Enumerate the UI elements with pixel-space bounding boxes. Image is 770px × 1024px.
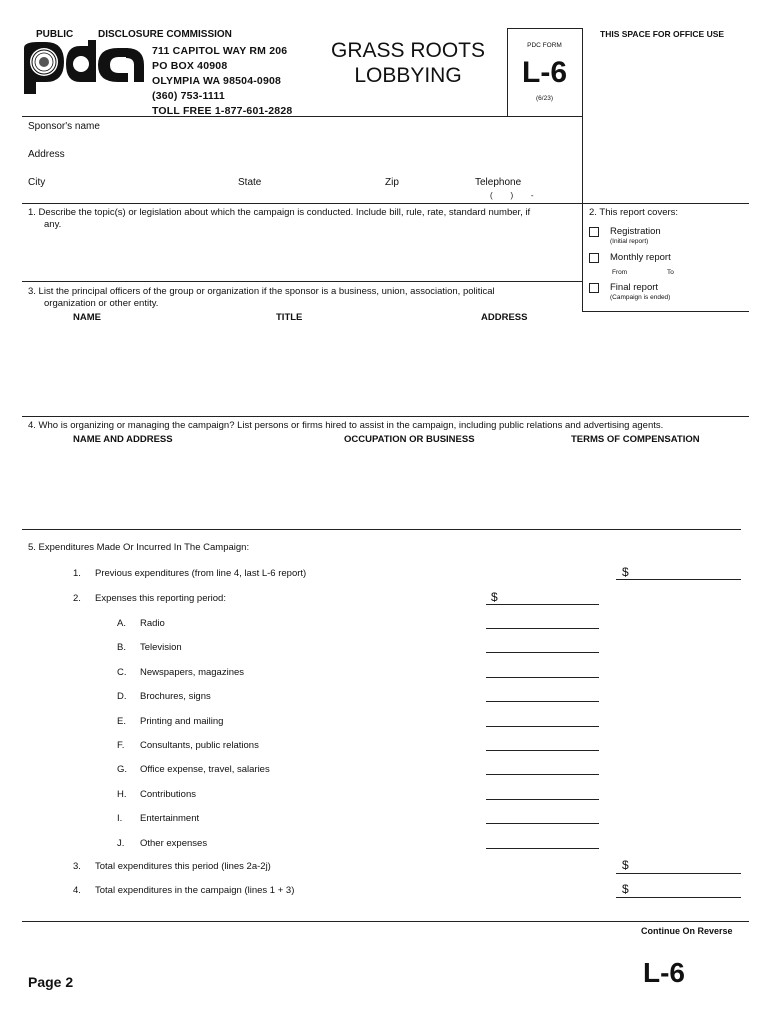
agency-name-right: DISCLOSURE COMMISSION	[98, 29, 232, 40]
expense-item-amount-field[interactable]	[486, 652, 599, 653]
q4-col-occupation: OCCUPATION OR BUSINESS	[344, 434, 475, 445]
pdc-logo	[22, 40, 147, 94]
final-checkbox[interactable]	[589, 283, 599, 293]
q4-col-name: NAME AND ADDRESS	[73, 434, 173, 445]
expense-item-label: Brochures, signs	[140, 691, 211, 702]
expense-item-letter: I.	[117, 813, 123, 824]
expense-item-label: Newspapers, magazines	[140, 667, 245, 678]
address-label: Address	[28, 149, 65, 160]
dollar-sign: $	[491, 590, 498, 604]
monthly-checkbox[interactable]	[589, 253, 599, 263]
expense-item-amount-field[interactable]	[486, 799, 599, 800]
expense-item-letter: B.	[117, 642, 126, 653]
expense-item-letter: H.	[117, 789, 127, 800]
q5-title: 5. Expenditures Made Or Incurred In The Campaign:	[28, 542, 250, 553]
dollar-sign: $	[622, 858, 629, 872]
address-line: TOLL FREE 1-877-601-2828	[152, 105, 293, 117]
address-line: (360) 753-1111	[152, 90, 225, 102]
city-label: City	[28, 177, 46, 188]
expense-item-letter: C.	[117, 667, 127, 678]
expense-item-label: Office expense, travel, salaries	[140, 764, 270, 775]
final-label: Final report	[610, 282, 659, 293]
dollar-sign: $	[622, 882, 629, 896]
q3-col-address: ADDRESS	[481, 312, 528, 323]
q5-line3-label: Total expenditures this period (lines 2a-2j)	[95, 861, 271, 872]
form-title	[318, 38, 498, 88]
address-line: PO BOX 40908	[152, 60, 228, 72]
q3-text-line1: 3. List the principal officers of the group or organization if the sponsor is a business, union, association, political	[28, 286, 495, 297]
expense-item-label: Entertainment	[140, 813, 200, 824]
form-number: L-6	[522, 56, 567, 89]
footer-form-number: L-6	[643, 957, 685, 988]
dollar-sign: $	[622, 565, 629, 579]
line3-amount-field[interactable]	[616, 873, 741, 874]
monthly-from-label: From	[612, 269, 628, 276]
form-label: PDC FORM	[527, 42, 562, 49]
q3-col-name: NAME	[73, 312, 101, 323]
sponsor-name-label: Sponsor's name	[28, 121, 100, 132]
expense-item-label: Contributions	[140, 789, 196, 800]
q1-text-line2: any.	[44, 219, 62, 230]
q2-title: 2. This report covers:	[589, 207, 679, 218]
expense-item-amount-field[interactable]	[486, 750, 599, 751]
expense-item-letter: A.	[117, 618, 126, 629]
expense-item-letter: J.	[117, 838, 125, 849]
expense-item-amount-field[interactable]	[486, 823, 599, 824]
expense-item-label: Television	[140, 642, 182, 653]
telephone-label: Telephone	[475, 177, 522, 188]
expense-item-amount-field[interactable]	[486, 774, 599, 775]
expense-item-label: Radio	[140, 618, 165, 629]
page-number: Page 2	[28, 974, 74, 990]
office-use-label: THIS SPACE FOR OFFICE USE	[600, 29, 725, 39]
q5-line4-number: 4.	[73, 885, 81, 896]
q5-line1-number: 1.	[73, 568, 81, 579]
expense-item-amount-field[interactable]	[486, 677, 599, 678]
q4-text: 4. Who is organizing or managing the campaign? List persons or firms hired to assist in the campaign, including public relations and advertising agents.	[28, 420, 664, 431]
q3-text-line2: organization or other entity.	[44, 298, 159, 309]
expense-item-label: Other expenses	[140, 838, 208, 849]
q5-line2-label: Expenses this reporting period:	[95, 593, 226, 604]
line2-amount-field[interactable]	[486, 604, 599, 605]
registration-note: (Initial report)	[610, 238, 649, 245]
expense-item-letter: D.	[117, 691, 127, 702]
zip-label: Zip	[385, 177, 399, 188]
q3-col-title: TITLE	[276, 312, 303, 323]
expense-item-letter: F.	[117, 740, 125, 751]
expense-item-label: Consultants, public relations	[140, 740, 259, 751]
expense-item-label: Printing and mailing	[140, 716, 224, 727]
address-line: 711 CAPITOL WAY RM 206	[152, 45, 288, 57]
registration-label: Registration	[610, 226, 661, 237]
registration-checkbox[interactable]	[589, 227, 599, 237]
expense-item-letter: E.	[117, 716, 126, 727]
monthly-to-label: To	[667, 269, 674, 276]
expense-item-amount-field[interactable]	[486, 628, 599, 629]
monthly-label: Monthly report	[610, 252, 671, 263]
form-date: (6/23)	[536, 95, 553, 102]
q1-text-line1: 1. Describe the topic(s) or legislation about which the campaign is conducted. Include bill, rule, rate, standard number, if	[28, 207, 531, 218]
expense-item-amount-field[interactable]	[486, 848, 599, 849]
form-title-line1: GRASS ROOTS	[330, 39, 486, 62]
line4-amount-field[interactable]	[616, 897, 741, 898]
final-note: (Campaign is ended)	[610, 294, 671, 301]
expense-item-letter: G.	[117, 764, 128, 775]
expense-item-amount-field[interactable]	[486, 701, 599, 702]
agency-name-left: PUBLIC	[36, 29, 74, 40]
phone-format: ( ) -	[490, 191, 534, 200]
q5-line2-number: 2.	[73, 593, 81, 604]
address-line: OLYMPIA WA 98504-0908	[152, 75, 282, 87]
q4-col-terms: TERMS OF COMPENSATION	[571, 434, 700, 445]
line1-amount-field[interactable]	[616, 579, 741, 580]
q5-line4-label: Total expenditures in the campaign (lines 1 + 3)	[95, 885, 295, 896]
q5-line3-number: 3.	[73, 861, 81, 872]
form-title-line2: LOBBYING	[354, 64, 462, 87]
continue-on-reverse: Continue On Reverse	[641, 926, 733, 936]
state-label: State	[238, 177, 262, 188]
q5-line1-label: Previous expenditures (from line 4, last L-6 report)	[95, 568, 307, 579]
expense-item-amount-field[interactable]	[486, 726, 599, 727]
